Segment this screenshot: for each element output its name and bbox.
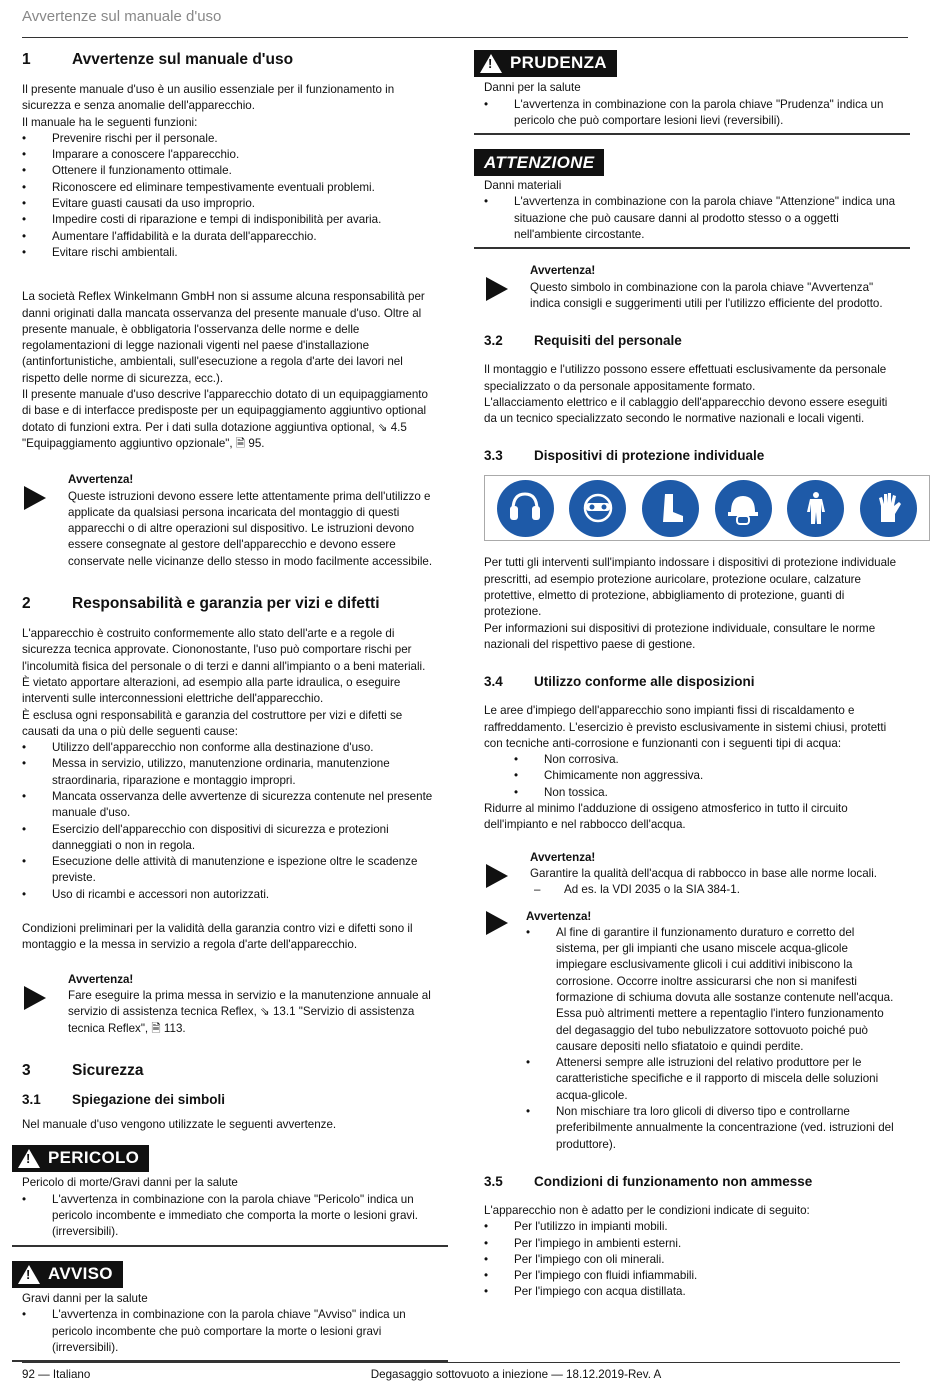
play-arrow-icon	[486, 911, 508, 935]
safety-boots-icon	[642, 480, 699, 537]
paragraph: Nel manuale d'uso vengono utilizzate le seguenti avvertenze.	[22, 1117, 337, 1131]
signal-subtitle: Gravi danni per la salute	[22, 1291, 148, 1305]
not-allowed-list	[484, 1219, 900, 1300]
function-list	[22, 131, 440, 261]
subsection-3-2-heading	[484, 332, 900, 350]
signal-subtitle: Pericolo di morte/Gravi danni per la salute	[22, 1176, 238, 1190]
note-box	[22, 972, 440, 1037]
pericolo-badge	[12, 1145, 149, 1172]
helmet-icon	[715, 480, 772, 537]
right-column	[484, 50, 900, 1301]
list-item: • Non tossica.	[484, 785, 900, 801]
signal-subtitle: Danni materiali	[484, 179, 562, 193]
play-arrow-icon	[486, 277, 508, 301]
list-item: • Non mischiare tra loro glicoli di diverso tipo e controllarne preferibilmente annualmente la concentrazione (ved. istruzioni del produttore).	[526, 1104, 900, 1153]
section-title: Sicurezza	[72, 1061, 144, 1079]
note-text: Garantire la qualità dell'acqua di rabbocco in base alle norme locali.	[530, 866, 878, 880]
note-title: Avvertenza!	[526, 909, 592, 923]
signal-word: PRUDENZA	[510, 53, 607, 73]
paragraph: Ridurre al minimo l'adduzione di ossigeno atmosferico in tutto il circuito dell'impianto e nel rabbocco dell'acqua.	[484, 802, 848, 832]
play-arrow-icon	[24, 486, 46, 510]
section-number: 3	[22, 1061, 31, 1079]
water-type-list	[484, 752, 900, 801]
play-arrow-icon	[24, 986, 46, 1010]
paragraph: L'apparecchio è costruito conformemente allo stato dell'arte e a regole di sicurezza tecnica approvate. Ciononostante, l'uso può comportare rischi per l'incolumità fisica del personale o di terzi e danni all'impianto o a beni materiali.	[22, 627, 426, 673]
signal-attenzione	[474, 149, 910, 249]
subsection-3-3-heading	[484, 447, 900, 465]
list-item: • Non corrosiva.	[484, 752, 900, 768]
note-title: Avvertenza!	[530, 264, 596, 278]
paragraph: La società Reflex Winkelmann GmbH non si assume alcuna responsabilità per danni originati dalla mancata osservanza del presente manuale d'uso. Oltre al presente manuale, è obbligatoria l'osservanza delle norme e delle regolamentazioni di legge nazionali vigenti nel paese d'installazione (antinfortunistiche, ambientali, sull'esecuzione a regola d'arte dei lavori nel rispetto delle norme di sicurezza, ecc.).	[22, 290, 425, 385]
subsection-3-4-heading	[484, 673, 900, 691]
section-title: Responsabilità e garanzia per vizi e difetti	[72, 595, 380, 613]
signal-word: ATTENZIONE	[484, 152, 595, 172]
note-title: Avvertenza!	[68, 473, 134, 487]
running-header	[22, 6, 908, 38]
list-item: • L'avvertenza in combinazione con la parola chiave "Attenzione" indica una situazione che può causare danni al prodotto stesso o a oggetti nell'ambiente circostante.	[484, 194, 910, 243]
list-item: • Per l'utilizzo in impianti mobili.	[484, 1219, 900, 1235]
ear-protection-icon	[497, 480, 554, 537]
section-title: Avvertenze sul manuale d'uso	[72, 51, 294, 68]
document-title: Degasaggio sottovuoto a iniezione — 18.12.2019-Rev. A	[370, 1368, 662, 1381]
paragraph: Il presente manuale d'uso è un ausilio essenziale per il funzionamento in sicurezza e senza anomalie dell'apparecchio.	[22, 83, 395, 113]
signal-pericolo	[12, 1145, 448, 1246]
list-item: • Impedire costi di riparazione e tempi di indisponibilità per avaria.	[22, 212, 440, 228]
list-item: • L'avvertenza in combinazione con la parola chiave "Prudenza" indica un pericolo che può comportare lesioni lievi (reversibili).	[484, 97, 910, 130]
prudenza-badge	[474, 50, 617, 77]
subsection-title: Utilizzo conforme alle disposizioni	[534, 674, 755, 690]
paragraph: Per informazioni sui dispositivi di protezione individuale, consultare le norme nazionali del rispettivo paese di gestione.	[484, 621, 876, 651]
attenzione-badge	[474, 149, 604, 176]
list-item: • Uso di ricambi e accessori non autorizzati.	[22, 887, 440, 903]
list-item: • Attenersi sempre alle istruzioni del relativo produttore per le caratteristiche specifiche e il rapporto di miscela delle soluzioni acqua-glicole.	[526, 1055, 900, 1104]
page-number: 92 — Italiano	[22, 1368, 91, 1381]
list-item: • L'avvertenza in combinazione con la parola chiave "Avviso" indica un pericolo incombente che può comportare la morte o lesioni gravi (irreversibili).	[22, 1307, 448, 1356]
paragraph: Il manuale ha le seguenti funzioni:	[22, 115, 198, 129]
list-item: • Messa in servizio, utilizzo, manutenzione ordinaria, manutenzione straordinaria, riparazione e montaggio impropri.	[22, 756, 440, 789]
warning-triangle-icon	[480, 54, 502, 73]
note-box	[484, 263, 900, 312]
section-number: 2	[22, 595, 31, 613]
page-footer	[22, 1362, 900, 1383]
subsection-title: Requisiti del personale	[534, 333, 682, 349]
signal-word: AVVISO	[48, 1263, 113, 1283]
list-item: • Utilizzo dell'apparecchio non conforme alla destinazione d'uso.	[22, 740, 440, 756]
list-item: • Prevenire rischi per il personale.	[22, 131, 440, 147]
signal-avviso	[12, 1261, 448, 1362]
play-arrow-icon	[486, 864, 508, 888]
list-item: • Esecuzione delle attività di manutenzione e ispezione oltre le scadenze previste.	[22, 854, 440, 887]
subsection-3-1-heading	[22, 1091, 440, 1109]
list-item: • Chimicamente non aggressiva.	[484, 768, 900, 784]
list-item: • Ottenere il funzionamento ottimale.	[22, 163, 440, 179]
list-item: • L'avvertenza in combinazione con la parola chiave "Pericolo" indica un pericolo incombente e immediato che comporta la morte o lesioni gravi.(irreversibili).	[22, 1192, 448, 1241]
list-item: • Al fine di garantire il funzionamento duraturo e corretto del sistema, per gli impianti che usano miscele acqua-glicole impiegare esclusivamente glicoli i cui additivi inibiscono la corrosione. Occorre inoltre assicurarsi che non si manifesti formazione di schiuma dovuta alle sostanze contenute nell'acqua. Essa può altrimenti mettere a repentaglio l'intero funzionamento del degasaggio del tubo nebulizzatore sottovuoto poiché può causare depositi nello sfiatatoio e quindi perdite.	[526, 925, 900, 1055]
note-box	[484, 850, 900, 899]
signal-subtitle: Danni per la salute	[484, 81, 581, 95]
section-1-heading	[22, 50, 440, 70]
list-item: • Per l'impiego con acqua distillata.	[484, 1284, 900, 1300]
subsection-title: Condizioni di funzionamento non ammesse	[534, 1173, 813, 1189]
list-item: • Evitare rischi ambientali.	[22, 245, 440, 261]
running-header-title: Avvertenze sul manuale d'uso	[22, 8, 222, 25]
subsection-number: 3.3	[484, 448, 503, 464]
ppe-icon-strip	[484, 475, 930, 541]
paragraph: Il montaggio e l'utilizzo possono essere effettuati esclusivamente da personale specializzato o da personale appositamente formato.	[484, 363, 887, 393]
paragraph: Le aree d'impiego dell'apparecchio sono impianti fissi di riscaldamento e raffreddamento. L'esercizio è previsto esclusivamente in sistemi chiusi, protetti con tecniche anti-corrosione e funzionanti con i seguenti tipi di acqua:	[484, 704, 887, 750]
protective-clothing-icon	[787, 480, 844, 537]
subsection-title: Spiegazione dei simboli	[72, 1091, 226, 1107]
note-box	[22, 472, 440, 570]
section-number: 1	[22, 51, 31, 68]
list-item: • Per l'impiego in ambienti esterni.	[484, 1236, 900, 1252]
warning-triangle-icon	[18, 1149, 40, 1168]
paragraph: È vietato apportare alterazioni, ad esempio alla parte idraulica, o eseguire interventi sulle interconnessioni elettriche dell'apparecchio.	[22, 675, 401, 706]
avviso-badge	[12, 1261, 123, 1288]
note-title: Avvertenza!	[530, 850, 596, 864]
paragraph: È esclusa ogni responsabilità e garanzia del costruttore per vizi e difetti se causati da una o più delle seguenti cause:	[22, 708, 403, 738]
gloves-icon	[860, 480, 917, 537]
list-item: • Esercizio dell'apparecchio con dispositivi di sicurezza e protezioni danneggiati o non in regola.	[22, 822, 440, 855]
section-2-heading	[22, 594, 440, 614]
paragraph: Il presente manuale d'uso descrive l'apparecchio dotato di un equipaggiamento di base e di interfacce predisposte per un equipaggiamento aggiuntivo optional dotato di funzioni extra. Per i dati sulla dotazione aggiuntiva optional, ⇘ 4.5 "Equipaggiamento aggiuntivo opzionale", 🗎 95.	[22, 388, 428, 450]
note-title: Avvertenza!	[68, 972, 134, 986]
paragraph: L'allacciamento elettrico e il cablaggio dell'apparecchio devono essere eseguiti da un tecnico specializzato secondo le normative nazionali e locali vigenti.	[484, 395, 888, 426]
subsection-number: 3.1	[22, 1091, 41, 1107]
signal-word: PERICOLO	[48, 1148, 140, 1168]
warning-triangle-icon	[18, 1265, 40, 1284]
section-3-heading	[22, 1061, 440, 1081]
subsection-3-5-heading	[484, 1173, 900, 1191]
list-item: • Aumentare l'affidabilità e la durata dell'apparecchio.	[22, 229, 440, 245]
cause-list	[22, 740, 440, 903]
subsection-number: 3.4	[484, 674, 503, 690]
note-text: Questo simbolo in combinazione con la parola chiave "Avvertenza" indica consigli e suggerimenti utili per l'utilizzo efficiente del prodotto.	[530, 280, 883, 310]
subsection-number: 3.5	[484, 1173, 503, 1189]
subsection-title: Dispositivi di protezione individuale	[534, 448, 765, 464]
note-text: Queste istruzioni devono essere lette attentamente prima dell'utilizzo e applicate da qualsiasi persona incaricata del montaggio di questi apparecchi o di altre operazioni sul dispositivo. Le istruzioni devono essere consegnate al gestore dell'apparecchio e devono essere conservate nelle vicinanze dello stesso in modo facilmente accessibile.	[68, 489, 433, 568]
list-item: • Per l'impiego con oli minerali.	[484, 1252, 900, 1268]
list-item: – Ad es. la VDI 2035 o la SIA 384-1.	[530, 882, 900, 898]
list-item: • Mancata osservanza delle avvertenze di sicurezza contenute nel presente manuale d'uso.	[22, 789, 440, 822]
left-column	[22, 50, 440, 1376]
paragraph: L'apparecchio non è adatto per le condizioni indicate di seguito:	[484, 1203, 810, 1217]
list-item: • Per l'impiego con fluidi infiammabili.	[484, 1268, 900, 1284]
list-item: • Evitare guasti causati da uso improprio.	[22, 196, 440, 212]
signal-prudenza	[474, 50, 910, 135]
subsection-number: 3.2	[484, 333, 503, 349]
eye-protection-icon	[569, 480, 626, 537]
paragraph: Per tutti gli interventi sull'impianto indossare i dispositivi di protezione individuale prescritti, ad esempio protezione auricolare, protezione oculare, calzature protettive, elmetto di protezione, abbigliamento di protezione, guanti di protezione.	[484, 556, 897, 619]
list-item: • Riconoscere ed eliminare tempestivamente eventuali problemi.	[22, 180, 440, 196]
list-item: • Imparare a conoscere l'apparecchio.	[22, 147, 440, 163]
paragraph: Condizioni preliminari per la validità della garanzia contro vizi e difetti sono il montaggio e la messa in servizio a regola d'arte dell'apparecchio.	[22, 922, 413, 952]
note-text: Fare eseguire la prima messa in servizio e la manutenzione annuale al servizio di assistenza tecnica Reflex, ⇘ 13.1 "Servizio di assistenza tecnica Reflex", 🗎 113.	[68, 988, 431, 1035]
note-box	[484, 909, 900, 1153]
